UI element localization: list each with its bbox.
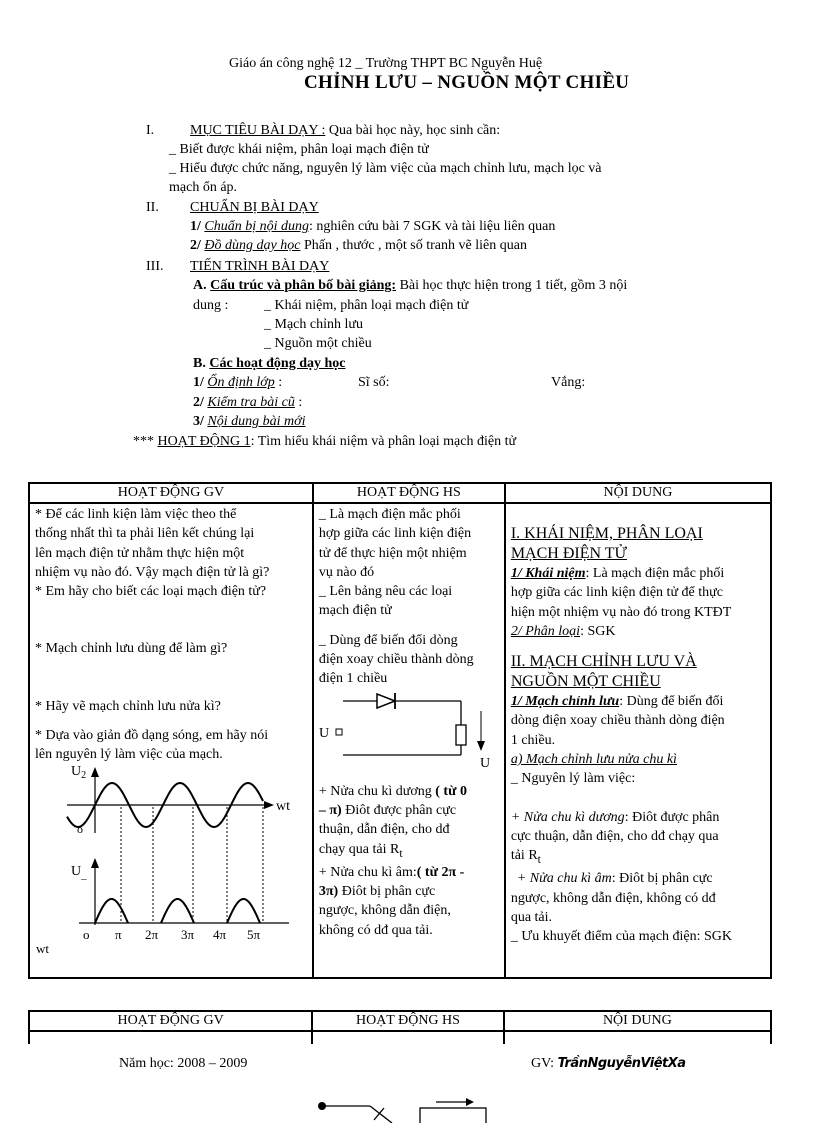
text: : Dùng để biến đổi — [619, 694, 724, 710]
content-cell — [505, 503, 771, 978]
range: 3π) — [318, 883, 339, 899]
principle: _ Nguyên lý làm việc: — [510, 771, 636, 787]
tick-labels — [83, 927, 261, 942]
hs-positive-cycle-2 — [319, 801, 499, 820]
tick-label: 4π — [213, 926, 227, 942]
content-heading-1: I. KHÁI NIỆM, PHÂN LOẠI — [510, 525, 703, 542]
gv-line: * Hãy vẽ mạch chỉnh lưu nửa kì? — [35, 698, 221, 714]
section3-part-a — [193, 276, 627, 295]
section1-item-2: _ Hiểu được chức năng, nguyên lý làm việc của mạch chỉnh lưu, mạch lọc và — [169, 161, 602, 176]
content-line: hiện một nhiệm vụ nào đó trong KTĐT — [510, 604, 732, 620]
text: : Là mạch điện mắc phối — [585, 566, 725, 581]
item-number: 2/ — [190, 238, 205, 253]
step-title: Ổn định lớp — [207, 375, 275, 390]
tick-label: 2π — [145, 926, 159, 942]
content-item-2: _ Mạch chỉnh lưu — [264, 317, 363, 332]
teacher-label: GV: — [531, 1056, 558, 1071]
step-number: 2/ — [193, 395, 208, 410]
col-header-content: NỘI DUNG — [504, 1011, 771, 1031]
text: chạy qua tải R — [318, 841, 400, 857]
hs-negative-cycle-2 — [319, 882, 499, 901]
title: + Nửa chu kì dương — [510, 809, 625, 825]
u2-label: $U_2$ — [71, 764, 87, 781]
hs-negative-cycle — [319, 863, 499, 882]
col-header-hs: HOẠT ĐỘNG HS — [312, 1011, 504, 1031]
activity-prefix: *** — [133, 434, 158, 449]
hs-line: _ Lên bảng nêu các loại — [318, 584, 453, 600]
activity-text: : Tìm hiểu khái niệm và phân loại mạch điện tử — [250, 434, 517, 449]
siso-label: Sĩ số: — [358, 375, 390, 390]
wt-arrow — [264, 801, 274, 809]
page-title: CHỈNH LƯU – NGUỒN MỘT CHIỀU — [304, 72, 630, 93]
content-line — [511, 846, 765, 869]
part-title: Cấu trúc và phân bố bài giảng: — [210, 278, 397, 293]
text: Điôt bị phân cực — [338, 883, 436, 899]
item-title: Đồ dùng dạy học — [204, 238, 301, 253]
hs-line: _ Là mạch điện mắc phối — [318, 507, 461, 522]
content-item-1: _ Khái niệm, phân loại mạch điện tử — [264, 298, 469, 313]
text: : SGK — [580, 623, 616, 639]
title: + Nửa chu kì âm — [516, 871, 612, 887]
col-header-content: NỘI DUNG — [505, 483, 771, 503]
section3-number: III. — [146, 259, 164, 274]
definition — [511, 564, 765, 583]
tick-label: 3π — [181, 926, 195, 942]
step-number: 3/ — [193, 414, 208, 429]
step-3 — [193, 412, 305, 431]
step-colon: : — [274, 375, 283, 390]
hs-line: hợp giữa các linh kiện điện — [318, 526, 472, 542]
bottom-symbols — [312, 1096, 502, 1123]
hs-line: điện xoay chiều thành dòng — [318, 652, 474, 668]
content-line: dòng điện xoay chiều thành dòng điện — [510, 713, 725, 729]
origin-label: o — [77, 821, 83, 836]
text: tải R — [510, 848, 538, 864]
content-line: cực thuận, dẫn điện, cho dđ chạy qua — [510, 828, 719, 844]
hs-line: vụ nào đó — [318, 564, 375, 580]
text: + Nửa chu kì dương — [318, 783, 436, 799]
step-title: Nội dung bài mới — [207, 414, 306, 429]
section3-heading: TIẾN TRÌNH BÀI DẠY — [190, 259, 330, 274]
step-1 — [193, 373, 282, 392]
gv-line: nhiệm vụ nào đó. Vậy mạch điện tử là gì? — [35, 564, 270, 580]
school-year: Năm học: 2008 – 2009 — [119, 1056, 248, 1071]
gv-line: * Để các linh kiện làm việc theo thể — [35, 507, 237, 522]
negative-cycle — [511, 869, 765, 888]
vang-label: Vắng: — [551, 375, 586, 390]
part-label: B. — [193, 356, 210, 371]
section1-number: I. — [146, 123, 155, 138]
ud-label: $U_{\_}$ — [71, 863, 87, 881]
rectifier-circuit — [315, 689, 497, 771]
resistor-icon — [456, 725, 466, 745]
classification — [511, 622, 765, 641]
gv-line: * Dựa vào giản đồ dạng sóng, em hãy nói — [35, 728, 269, 744]
text: + Nửa chu kì âm: — [318, 864, 417, 880]
content-heading-2b: NGUỒN MỘT CHIỀU — [510, 673, 661, 691]
switch-icon — [370, 1106, 392, 1123]
hs-line: thuận, dẫn điện, cho dđ — [318, 822, 450, 838]
terminal-icon — [336, 729, 342, 735]
activity-table — [28, 482, 772, 979]
wt-bottom-label: wt — [36, 940, 49, 955]
input-voltage-label: U — [318, 725, 329, 741]
subscript: t — [537, 853, 541, 867]
range: ( từ 2π - — [416, 864, 465, 880]
current-arrow-icon — [477, 741, 485, 751]
hs-cell — [313, 503, 505, 978]
content-line: qua tải. — [510, 909, 553, 925]
hs-line: tử để thực hiện một nhiệm — [318, 545, 467, 561]
part-text: Bài học thực hiện trong 1 tiết, gồm 3 nội — [396, 278, 628, 293]
section3-part-b — [193, 354, 345, 373]
tick-label: o — [83, 926, 90, 942]
section2-item-2 — [190, 236, 527, 255]
text: Điôt được phân cực — [341, 802, 457, 818]
gv-line: thống nhất thì ta phải liên kết chúng lại — [35, 526, 255, 542]
content-line: 1 chiều. — [510, 732, 556, 748]
teacher — [531, 1054, 686, 1073]
hs-line: _ Dùng để biến đổi dòng — [318, 632, 458, 648]
step-number: 1/ — [193, 375, 208, 390]
section1-item-1: _ Biết được khái niệm, phân loại mạch điện tử — [169, 142, 429, 157]
gv-line: lên mạch điện tử nhằm thực hiện một — [35, 545, 245, 561]
box-icon — [420, 1108, 486, 1123]
part-label: A. — [193, 278, 211, 293]
hs-positive-cycle — [319, 782, 499, 801]
u2-arrow — [91, 767, 99, 777]
ud-arrow — [91, 858, 99, 868]
step-colon: : — [294, 395, 303, 410]
item-text: : nghiên cứu bài 7 SGK và tài liệu liên quan — [309, 219, 556, 234]
activity-1-title — [133, 432, 516, 451]
range: – π) — [318, 802, 342, 818]
section1-heading: MỤC TIÊU BÀI DẠY : — [190, 123, 326, 138]
title: 1/ Mạch chỉnh lưu — [510, 694, 620, 710]
item-text: Phấn , thước , một số tranh vẽ liên quan — [300, 238, 527, 253]
content-line: hợp giữa các linh kiện điện tử để thực — [510, 585, 723, 601]
section2-number: II. — [146, 200, 159, 215]
item-title: Chuẩn bị nội dung — [204, 219, 310, 234]
wt-label: wt — [276, 798, 290, 814]
text: : Điôt được phân — [624, 809, 720, 825]
content-item-3: _ Nguồn một chiều — [264, 336, 372, 351]
activity-table-2 — [28, 1010, 772, 1044]
section1-intro: Qua bài học này, học sinh cần: — [328, 123, 501, 138]
output-voltage-label: U — [479, 755, 490, 771]
gv-line: * Mạch chỉnh lưu dùng để làm gì? — [35, 641, 228, 657]
arrow-icon — [466, 1098, 474, 1106]
header-line: Giáo án công nghệ 12 _ Trường THPT BC Nguyễn Huệ — [229, 56, 543, 71]
title: 1/ Khái niệm — [510, 566, 586, 581]
diode-icon — [377, 694, 395, 708]
step-2 — [193, 393, 302, 412]
col-header-gv: HOẠT ĐỘNG GV — [29, 483, 313, 503]
text: : Điôt bị phân cực — [611, 871, 713, 887]
hs-line: không có dđ qua tải. — [318, 922, 433, 938]
step-title: Kiểm tra bài cũ — [207, 395, 295, 410]
col-header-hs: HOẠT ĐỘNG HS — [313, 483, 505, 503]
tick-label: 5π — [247, 926, 261, 942]
pros-cons: _ Ưu khuyết điểm của mạch điện: SGK — [510, 929, 733, 945]
hs-line: ngược, không dẫn điện, — [318, 903, 451, 919]
hs-line: điện 1 chiều — [318, 671, 388, 687]
item-number: 1/ — [190, 219, 205, 234]
title: 2/ Phân loại — [510, 623, 581, 639]
gv-cell — [29, 503, 313, 978]
guide-lines — [121, 807, 263, 923]
activity-label: HOẠT ĐỘNG 1 — [157, 434, 251, 449]
section1-header — [190, 121, 500, 140]
part-title: Các hoạt động dạy học — [209, 356, 346, 371]
section3-part-a-cont: dung : — [193, 298, 229, 313]
hs-line: mạch điện tử — [318, 603, 392, 619]
content-heading-2: II. MẠCH CHỈNH LƯU VÀ — [510, 653, 697, 671]
col-header-gv: HOẠT ĐỘNG GV — [29, 1011, 312, 1031]
gv-line: * Em hãy cho biết các loại mạch điện tử? — [35, 584, 267, 600]
rectified-wave — [95, 899, 260, 923]
rectifier-def — [511, 692, 765, 711]
section2-item-1 — [190, 217, 555, 236]
tick-label: π — [115, 926, 122, 942]
hs-line — [319, 840, 499, 863]
content-line: ngược, không dẫn điện, không có dđ — [510, 890, 716, 906]
subscript: t — [399, 846, 403, 860]
section2-heading: CHUẨN BỊ BÀI DẠY — [190, 200, 319, 215]
range: ( từ 0 — [435, 783, 467, 799]
section1-item-3: mạch ổn áp. — [169, 180, 238, 195]
gv-line: lên nguyên lý làm việc của mạch. — [35, 747, 223, 763]
positive-cycle — [511, 808, 765, 827]
half-wave-title: a) Mạch chỉnh lưu nửa chu kì — [510, 752, 677, 768]
teacher-name: TrầnNguyễnViệtXa — [557, 1056, 686, 1071]
waveform-diagram — [31, 765, 293, 955]
content-heading-1b: MẠCH ĐIỆN TỬ — [510, 545, 627, 562]
